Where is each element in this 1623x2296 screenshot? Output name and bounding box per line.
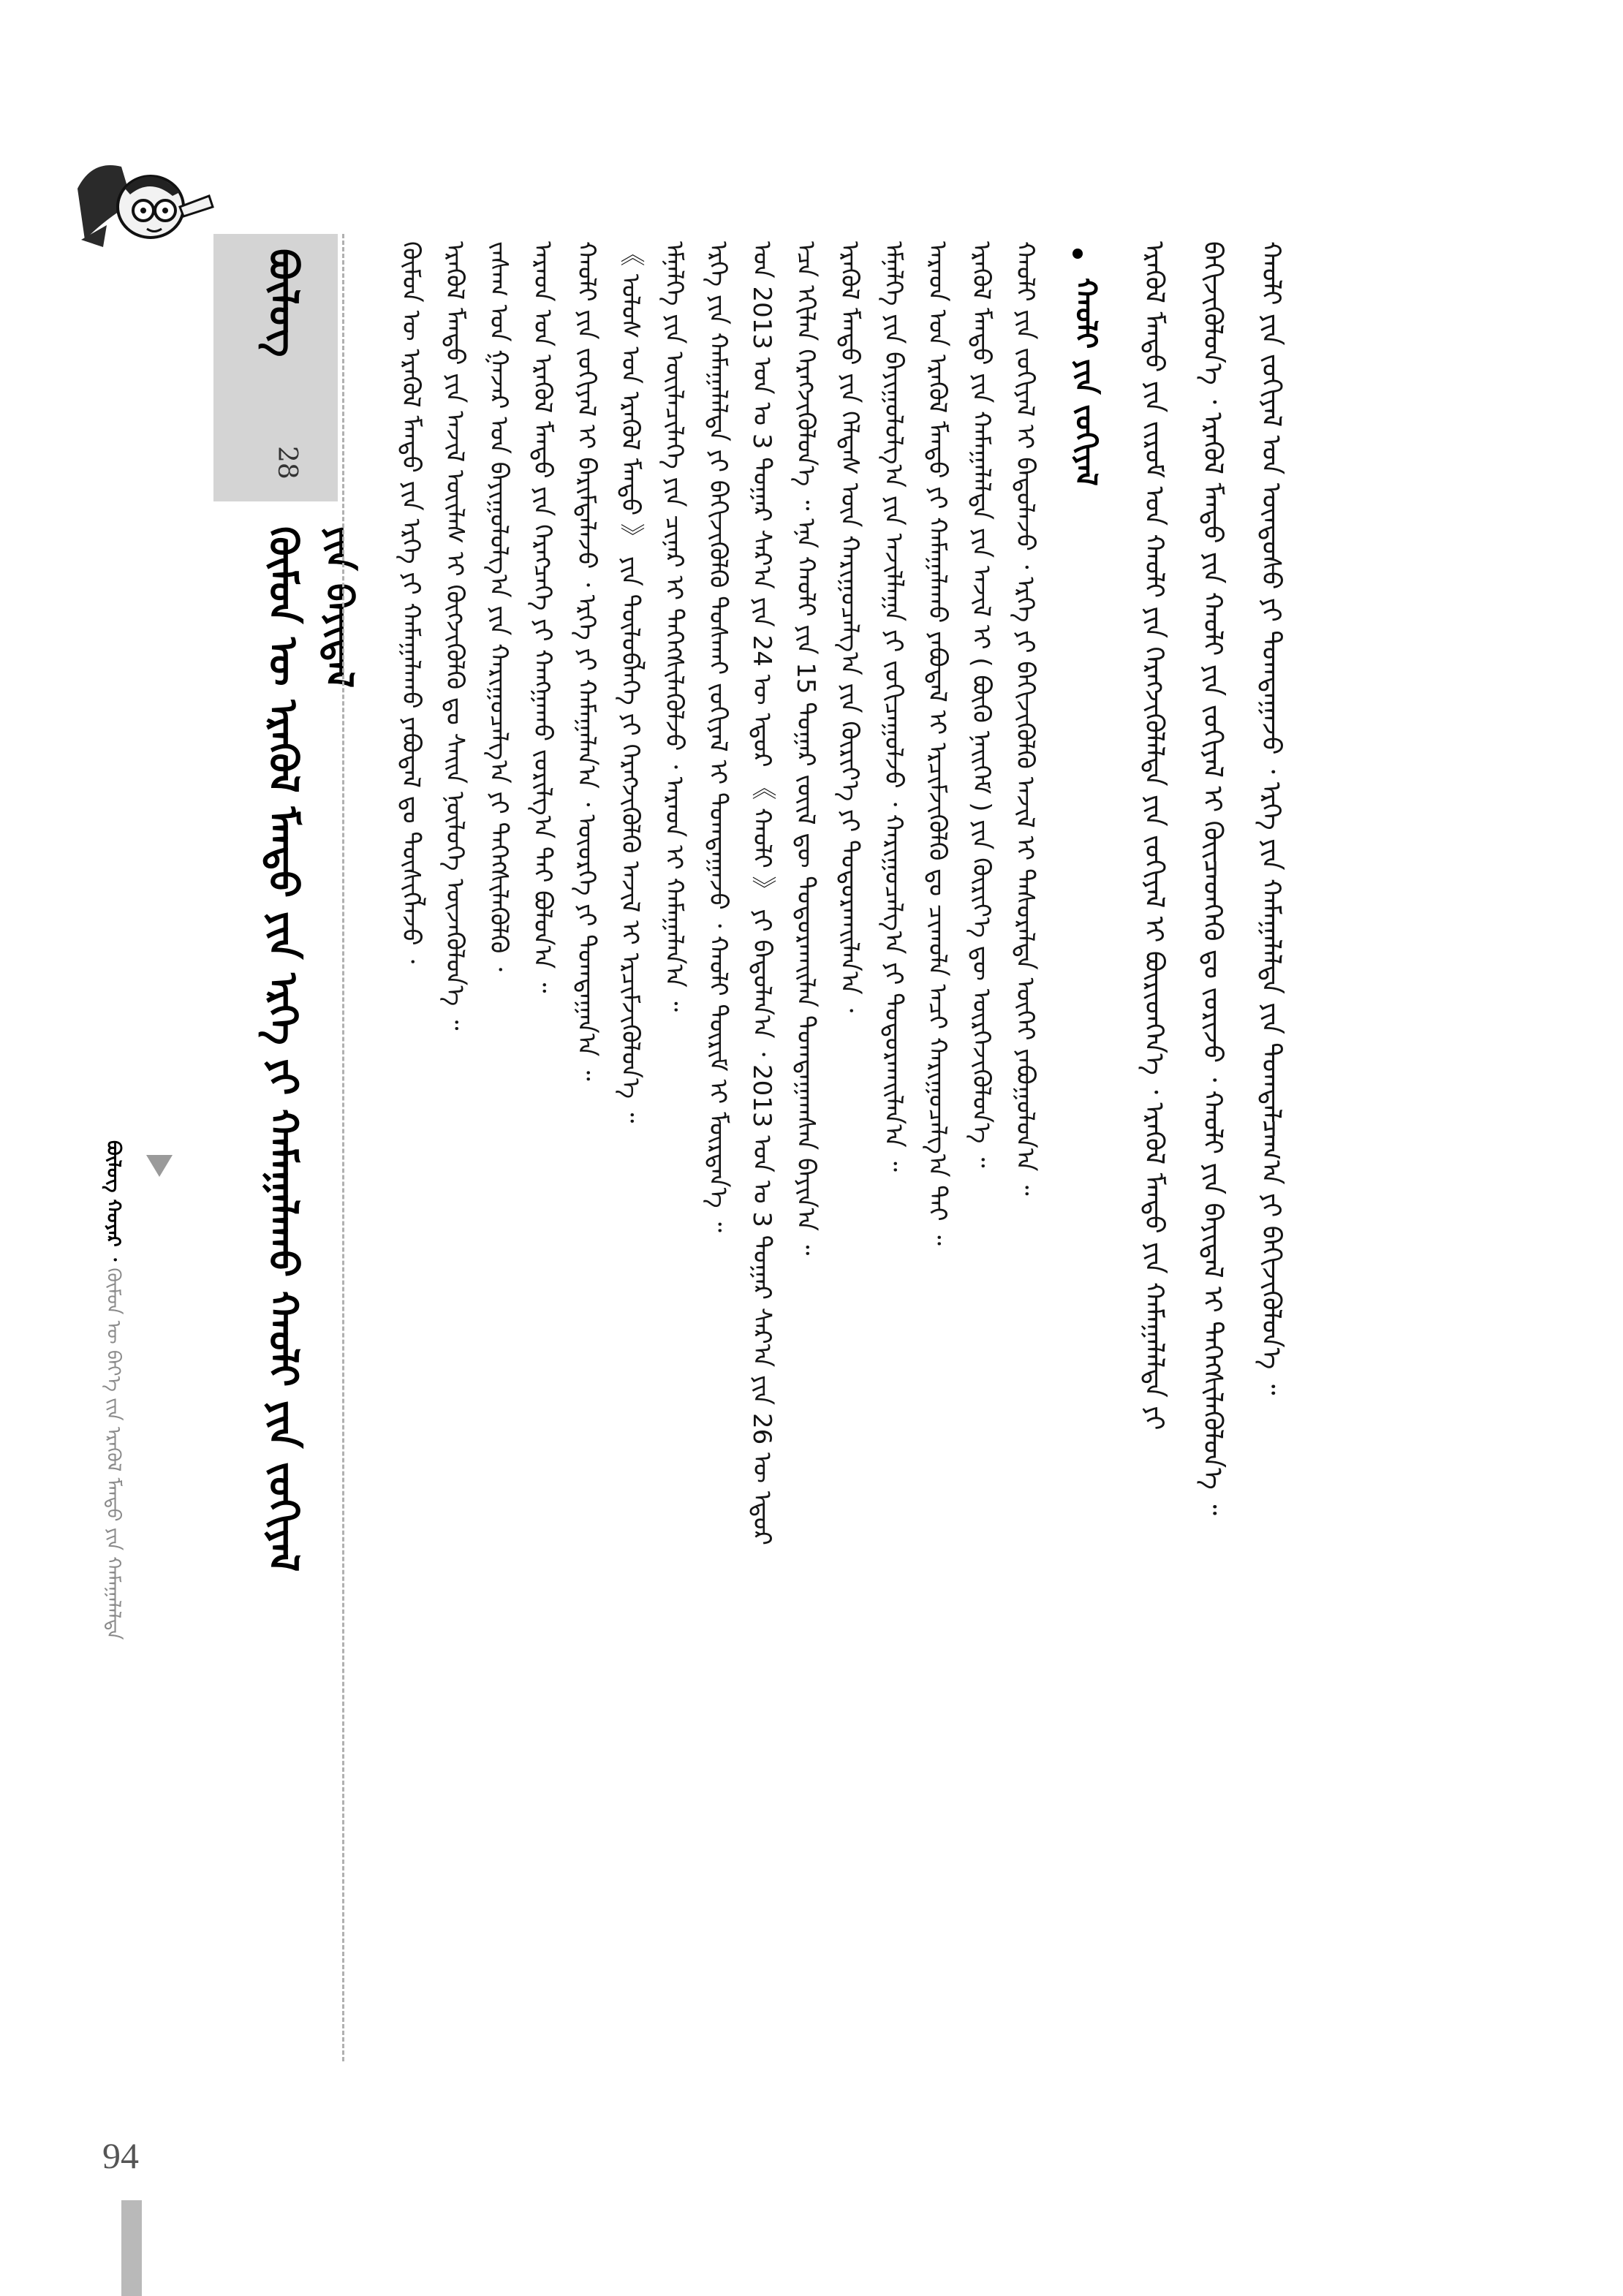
body-column: ᠡᠴᠡ ᠡᠬᠢᠯᠡᠨ ᠬᠡᠷᠡᠭᠵᠢᠭᠦᠯᠦᠨ᠎ᠡ ᠃ ᠡᠨᠡ ᠬᠠᠤᠯᠢ ᠶᠢᠨ 15 ᠳᠤᠭᠠᠷ ᠵᠦᠢᠯ ᠳᠦ ᠲᠣᠳᠣᠷᠬᠠᠢᠯᠠᠨ ᠲᠣᠭᠲᠠᠭᠠᠭᠰᠠᠨ ᠪᠠᠶᠢᠨ᠎ᠠ ᠃ [791, 241, 820, 1256]
bullet-icon [1072, 249, 1083, 259]
running-header-title: ᠬᠦᠮᠦᠨ ᠦ ᠪᠡᠶ᠎ᠡ ᠵᠢᠨ ᠡᠷᠡᠭᠦᠯ ᠮᠡᠨᠳᠦ ᠶᠢᠨ ᠬᠠᠮᠠᠭᠠᠯᠠᠯᠲᠠ [102, 1268, 124, 1640]
body-column: ᠡᠷᠡᠭᠦᠯ ᠮᠡᠨᠳᠦ ᠶᠢᠨ ᠵᠢᠷᠤᠮ ᠤᠨ ᠬᠠᠤᠯᠢ ᠶᠢᠨ ᠬᠡᠷᠡᠭᠵᠢᠭᠦᠯᠡᠯᠲᠡ ᠶᠢᠨ ᠵᠣᠬᠢᠶᠠᠯ ᠢ ᠪᠦᠷᠢᠳᠬᠡᠨ᠎ᠡ ᠂ ᠡᠷᠡᠭᠦᠯ ᠮᠡᠨᠳᠦ ᠶᠢᠨ ᠬᠠᠮᠠᠭᠠᠯᠠᠯᠲᠠ ᠶᠢ [1139, 241, 1169, 1431]
body-column: ᠠᠷᠠᠳ ᠤᠨ ᠡᠷᠡᠭᠦᠯ ᠮᠡᠨᠳᠦ ᠶᠢ ᠬᠠᠮᠠᠭᠠᠯᠠᠬᠤ ᠶᠠᠪᠤᠳᠠᠯ ᠢ ᠡᠷᠴᠢᠮᠵᠢᠭᠦᠯᠬᠦ ᠳᠤ ᠴᠢᠬᠤᠯᠠ ᠠᠴᠢ ᠬᠠᠷᠢᠭᠤᠴᠠᠯᠭ᠎ᠠ ᠲᠠᠢ ᠃ [923, 241, 952, 1246]
section-heading: ᠬᠠᠤᠯᠢ ᠶᠢᠨ ᠵᠣᠬᠢᠶᠠᠯ [1069, 278, 1102, 486]
body-column: ᠵᠠᠰᠠᠭ ᠤᠨ ᠭᠠᠵᠠᠷ ᠤᠨ ᠪᠠᠶᠢᠭᠤᠯᠤᠯᠭ᠎ᠠ ᠶᠢᠨ ᠬᠠᠷᠢᠭᠤᠴᠠᠯᠭ᠎ᠠ ᠶᠢ ᠳᠡᠭᠡᠭᠰᠢᠯᠡᠭᠦᠯᠬᠦ ᠂ [484, 241, 513, 971]
page-number: 94 [102, 2135, 139, 2176]
chapter-number: 28 [272, 446, 302, 480]
chapter-subtitle: ᠶᠢᠨ ᠪᠠᠶᠢᠳᠠᠯ [318, 526, 360, 689]
body-column: ᠡᠮᠨᠡᠯᠭᠡ ᠶᠢᠨ ᠦᠢᠯᠡᠴᠢᠯᠡᠭᠡ ᠶᠢᠨ ᠴᠢᠨᠠᠷ ᠢ ᠳᠡᠭᠡᠭᠰᠢᠯᠡᠭᠦᠯᠵᠦ ᠂ ᠠᠷᠠᠳ ᠢ ᠬᠠᠮᠠᠭᠠᠯᠠᠨ᠎ᠠ ᠃ [659, 241, 689, 1012]
body-column: ᠡᠷᠡᠭᠦᠯ ᠮᠡᠨᠳᠦ ᠶᠢᠨ ᠬᠠᠮᠠᠭᠠᠯᠠᠯᠲᠠ ᠶᠢᠨ ᠠᠵᠢᠯ ᠢ ( ᠪᠦᠬᠦ ᠨᠡᠢᠭᠡᠮ ) ᠶᠢᠨ ᠬᠦᠷᠢᠶ᠎ᠡ ᠳᠦ ᠥᠷᠭᠡᠵᠢᠭᠦᠯᠦᠨ᠎ᠡ ᠃ [966, 241, 996, 1168]
dashed-divider [342, 234, 344, 2061]
body-column: ᠡᠷᠡᠭᠦᠯ ᠮᠡᠨᠳᠦ ᠶᠢᠨ ᠠᠵᠢᠯ ᠦᠢᠯᠡᠰ ᠢ ᠬᠦᠭᠵᠢᠭᠦᠯᠬᠦ ᠳᠤ ᠰᠠᠢᠨ ᠨᠥᠯᠦᠭᠡ ᠦᠵᠡᠭᠦᠯᠦᠨ᠎ᠡ ᠃ [440, 241, 469, 1031]
running-header-arrow-icon [146, 1155, 173, 1177]
running-header [97, 1140, 130, 1640]
body-column: ᠬᠦᠮᠦᠨ ᠦ ᠡᠷᠡᠭᠦᠯ ᠮᠡᠨᠳᠦ ᠶᠢᠨ ᠡᠷᠬᠡ ᠶᠢ ᠬᠠᠮᠠᠭᠠᠯᠠᠬᠤ ᠶᠠᠪᠤᠳᠠᠯ ᠳᠤ ᠲᠦᠰᠢᠭᠯᠡᠵᠦ ᠂ [396, 241, 425, 964]
body-column: ᠪᠡᠬᠢᠵᠢᠭᠦᠯᠦᠨ᠎ᠡ ᠂ ᠡᠷᠡᠭᠦᠯ ᠮᠡᠨᠳᠦ ᠶᠢᠨ ᠬᠠᠤᠯᠢ ᠶᠢᠨ ᠵᠣᠬᠢᠶᠠᠯ ᠢ ᠭᠦᠢᠴᠡᠳᠬᠡᠬᠦ ᠳᠤ ᠵᠣᠷᠢᠵᠤ ᠂ ᠬᠠᠤᠯᠢ ᠶᠢᠨ ᠪᠠᠶᠢᠳᠠᠯ ᠢ ᠳᠡᠭᠡᠭᠰᠢᠯᠡᠭᠦᠯᠦᠨ᠎ᠡ ᠃ [1198, 241, 1227, 1515]
chapter-title: ᠬᠦᠮᠦᠨ ᠦ ᠡᠷᠡᠭᠦᠯ ᠮᠡᠨᠳᠦ ᠶᠢᠨ ᠡᠷᠬᠡ ᠶᠢ ᠬᠠᠮᠠᠭᠠᠯᠠᠬᠤ ᠬᠠᠤᠯᠢ ᠶᠢᠨ ᠵᠣᠬᠢᠶᠠᠯ [260, 526, 306, 1572]
body-column: ᠡᠷᠬᠡ ᠶᠢᠨ ᠬᠠᠮᠠᠭᠠᠯᠠᠯᠲᠠ ᠶᠢ ᠪᠡᠬᠢᠵᠢᠭᠦᠯᠬᠦ ᠲᠤᠰᠬᠠᠢ ᠵᠣᠬᠢᠶᠠᠯ ᠢ ᠲᠣᠭᠲᠠᠭᠠᠵᠤ ᠂ ᠬᠠᠤᠯᠢ ᠳᠦᠷᠢᠮ ᠢ ᠮᠥᠷᠳᠡᠨ᠎ᠡ ᠃ [703, 241, 733, 1232]
body-column: ᠡᠮᠨᠡᠯᠭᠡ ᠶᠢᠨ ᠪᠠᠶᠢᠭᠤᠯᠤᠯᠭ᠎ᠠ ᠶᠢᠨ ᠠᠵᠢᠯᠯᠠᠭᠠ ᠶᠢ ᠵᠣᠬᠢᠴᠠᠭᠤᠯᠵᠤ ᠂ ᠬᠠᠷᠢᠭᠤᠴᠠᠯᠭ᠎ᠠ ᠶᠢ ᠲᠣᠳᠣᠷᠬᠠᠢᠯᠠᠨ᠎ᠠ ᠃ [879, 241, 908, 1172]
body-column: 《 ᠤᠯᠤᠰ ᠤᠨ ᠡᠷᠡᠭᠦᠯ ᠮᠡᠨᠳᠦ 》 ᠶᠢᠨ ᠲᠥᠯᠦᠪᠯᠡᠭᠡ ᠶᠢ ᠬᠡᠷᠡᠭᠵᠢᠭᠦᠯᠬᠦ ᠠᠵᠢᠯ ᠢ ᠡᠷᠴᠢᠮᠵᠢᠭᠦᠯᠦᠨ᠎ᠡ ᠃ [616, 241, 645, 1124]
body-column: ᠬᠠᠤᠯᠢ ᠶᠢᠨ ᠵᠣᠬᠢᠶᠠᠯ ᠢ ᠪᠠᠳᠤᠯᠠᠵᠤ ᠂ ᠡᠷᠬᠡ ᠶᠢ ᠪᠡᠬᠢᠵᠢᠭᠦᠯᠬᠦ ᠠᠵᠢᠯ ᠢ ᠲᠠᠰᠤᠷᠠᠯᠲᠠ ᠦᠭᠡᠢ ᠶᠠᠪᠤᠭᠤᠯᠤᠨ᠎ᠠ ᠃ [1010, 241, 1040, 1196]
body-column: ᠬᠠᠤᠯᠢ ᠶᠢᠨ ᠵᠣᠬᠢᠶᠠᠯ ᠤᠨ ᠦᠨᠳᠦᠰᠦ ᠶᠢ ᠲᠣᠭᠲᠠᠭᠠᠵᠤ ᠂ ᠡᠷᠬᠡ ᠶᠢᠨ ᠬᠠᠮᠠᠭᠠᠯᠠᠯᠲᠠ ᠶᠢᠨ ᠲᠣᠭᠲᠠᠯᠴᠠᠭ᠎ᠠ ᠶᠢ ᠪᠡᠬᠢᠵᠢᠭᠦᠯᠦᠨ᠎ᠡ ᠃ [1256, 241, 1286, 1395]
running-header-section: ᠪᠦᠯᠦᠭ ᠬᠣᠶᠠᠷ ᠂ [102, 1140, 124, 1268]
cartoon-mascot-icon [63, 137, 224, 284]
body-column: ᠬᠠᠤᠯᠢ ᠶᠢᠨ ᠵᠣᠬᠢᠶᠠᠯ ᠢ ᠪᠠᠷᠢᠮᠲᠠᠯᠠᠵᠤ ᠂ ᠡᠷᠬᠡ ᠶᠢ ᠬᠠᠮᠠᠭᠠᠯᠠᠨ᠎ᠠ ᠂ ᠦᠦᠷᠭᠡ ᠶᠢ ᠲᠣᠭᠲᠠᠭᠠᠨ᠎ᠠ ᠃ [572, 241, 601, 1081]
body-column: ᠠᠷᠠᠳ ᠤᠨ ᠡᠷᠡᠭᠦᠯ ᠮᠡᠨᠳᠦ ᠶᠢᠨ ᠬᠡᠷᠡᠭᠴᠡᠭᠡ ᠶᠢ ᠬᠠᠩᠭᠠᠬᠤ ᠵᠣᠷᠢᠯᠭ᠎ᠠ ᠲᠠᠢ ᠪᠣᠯᠤᠨ᠎ᠠ ᠃ [528, 241, 557, 993]
page-edge-bar [121, 2200, 142, 2296]
chapter-heading: ᠪᠦᠯᠦᠭ [260, 249, 306, 357]
body-column: ᠡᠷᠡᠭᠦᠯ ᠮᠡᠨᠳᠦ ᠶᠢᠨ ᠬᠡᠯᠲᠡᠰ ᠦᠨ ᠬᠠᠷᠢᠭᠤᠴᠠᠯᠭ᠎ᠠ ᠶᠢᠨ ᠬᠦᠷᠢᠶ᠎ᠡ ᠶᠢ ᠲᠣᠳᠣᠷᠬᠠᠢᠯᠠᠨ᠎ᠠ ᠂ [835, 241, 864, 1013]
body-column: ᠣᠨ 2013 ᠣᠨ ᠤ 3 ᠳᠤᠭᠠᠷ ᠰᠠᠷ᠎ᠠ ᠶᠢᠨ 24 ᠦ ᠡᠳᠦᠷ 《 ᠬᠠᠤᠯᠢ 》 ᠶᠢ ᠪᠠᠲᠤᠯᠠᠨ᠎ᠠ ᠂ 2013 ᠣᠨ ᠤ 3 ᠳᠤᠭᠠᠷ ᠰᠠᠷ᠎ᠠ ᠶᠢᠨ 26 ᠦ ᠡᠳᠦᠷ [747, 241, 776, 1545]
